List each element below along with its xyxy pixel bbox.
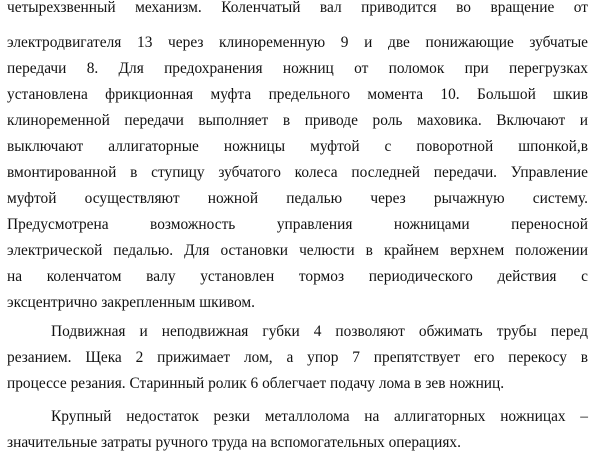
text-line-10: электрической педалью. Для остановки челюсти в крайнем верхнем положении	[7, 242, 588, 259]
text-line-6: выключают аллигаторные ножницы муфтой с поворотной шпонкой,в	[7, 138, 588, 155]
text-line-11: на коленчатом валу установлен тормоз периодического действия с	[7, 268, 588, 285]
text-line-4: установлена фрикционная муфта предельного момента 10. Большой шкив	[7, 86, 588, 103]
text-line-5: клиноременной передачи выполняет в приводе роль маховика. Включают и	[7, 112, 588, 129]
text-line-1: четырехзвенный механизм. Коленчатый вал приводится во вращение от	[7, 0, 588, 16]
text-line-3: передачи 8. Для предохранения ножниц от поломок при перегрузках	[7, 60, 588, 77]
text-line-16: Крупный недостаток резки металлолома на аллигаторных ножницах –	[51, 408, 588, 425]
text-line-14: резанием. Щека 2 прижимает лом, а упор 7 препятствует его перекосу в	[7, 349, 588, 366]
text-line-12: эксцентрично закрепленным шкивом.	[7, 294, 255, 311]
text-line-9: Предусмотрена возможность управления ножницами переносной	[7, 216, 588, 233]
text-line-13: Подвижная и неподвижная губки 4 позволяют обжимать трубы перед	[51, 323, 588, 340]
text-line-15: процессе резания. Старинный ролик 6 облегчает подачу лома в зев ножниц.	[7, 375, 505, 392]
text-line-7: вмонтированной в ступицу зубчатого колеса последней передачи. Управление	[7, 164, 588, 181]
text-line-2: электродвигателя 13 через клиноременную 9 и две понижающие зубчатые	[7, 34, 588, 51]
text-line-8: муфтой осуществляют ножной педалью через рычажную систему.	[7, 190, 588, 207]
text-line-17: значительные затраты ручного труда на вспомогательных операциях.	[7, 434, 461, 451]
